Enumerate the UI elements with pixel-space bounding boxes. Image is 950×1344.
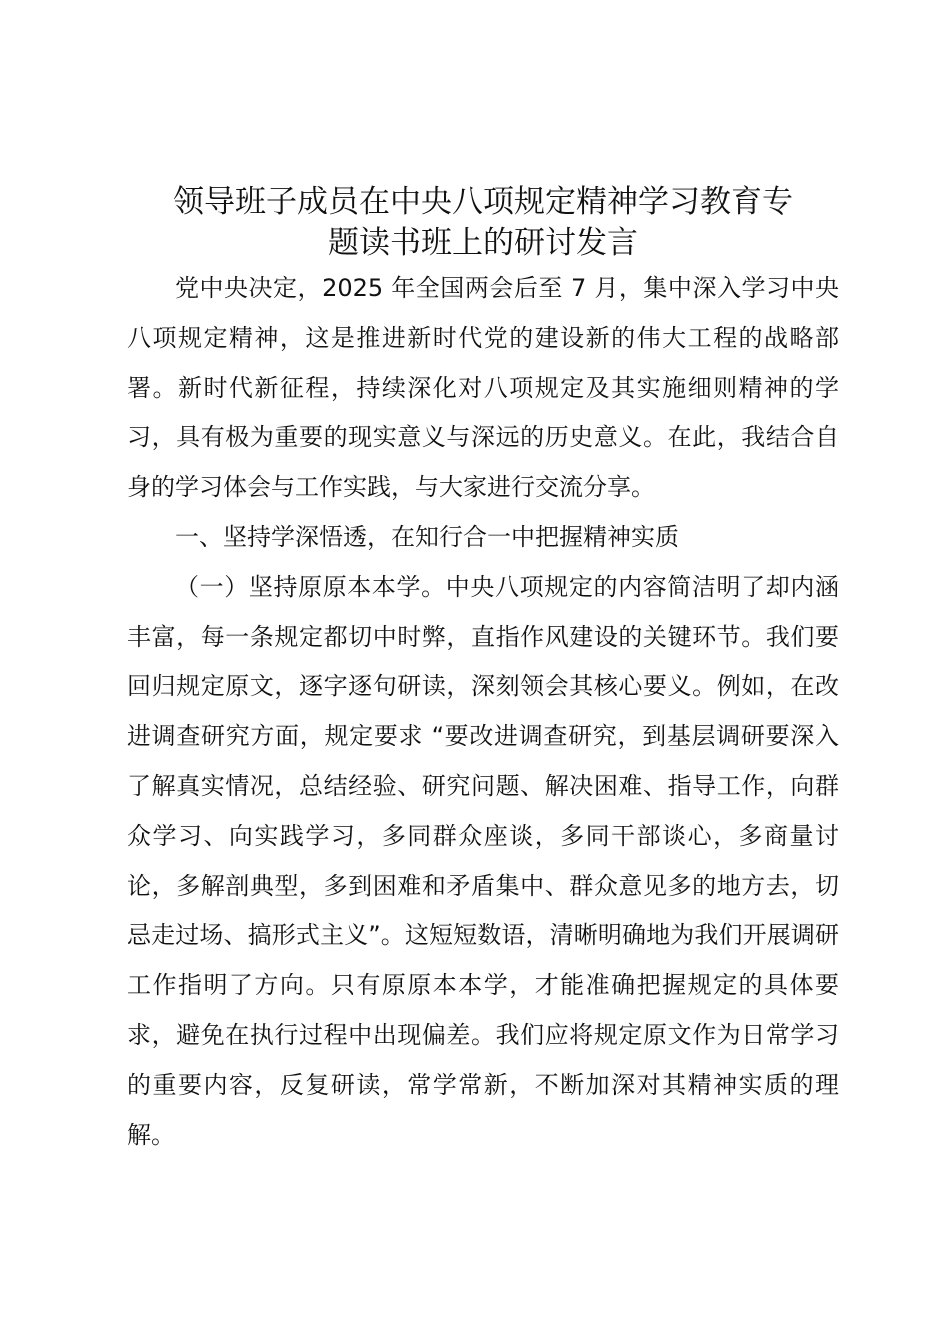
section-heading-1: 一、坚持学深悟透，在知行合一中把握精神实质 [175, 522, 679, 551]
section-1-1-paragraph: （一）坚持原原本本学。中央八项规定的内容简洁明了却内涵丰富，每一条规定都切中时弊，直指作风建设的关键环节。我们要回归规定原文，逐字逐句研读，深刻领会其核心要义。例如，在改进调查研究方面，规定要求 “要改进调查研究，到基层调研要深入了解真实情况，总结经验、研究问题、解决困难、指导工作，向群众学习、向实践学习，多同群众座谈，多同干部谈心，多商量讨论，多解剖典型，多到困难和矛盾集中、群众意见多的地方去，切忌走过场、搞形式主义”。这短短数语，清晰明确地为我们开展调研工作指明了方向。只有原原本本学，才能准确把握规定的具体要求，避免在执行过程中出现偏差。我们应将规定原文作为日常学习的重要内容，反复研读，常学常新，不断加深对其精神实质的理解。 [127, 572, 839, 1149]
document-body [127, 182, 839, 1160]
title-line-2: 题读书班上的研讨发言 [328, 225, 638, 261]
intro-paragraph: 党中央决定，2025 年全国两会后至 7 月，集中深入学习中央八项规定精神，这是推进新时代党的建设新的伟大工程的战略部署。新时代新征程，持续深化对八项规定及其实施细则精神的学习，具有极为重要的现实意义与深远的历史意义。在此，我结合自身的学习体会与工作实践，与大家进行交流分享。 [127, 274, 839, 502]
document-title [127, 182, 839, 264]
title-line-1: 领导班子成员在中央八项规定精神学习教育专 [173, 184, 793, 220]
